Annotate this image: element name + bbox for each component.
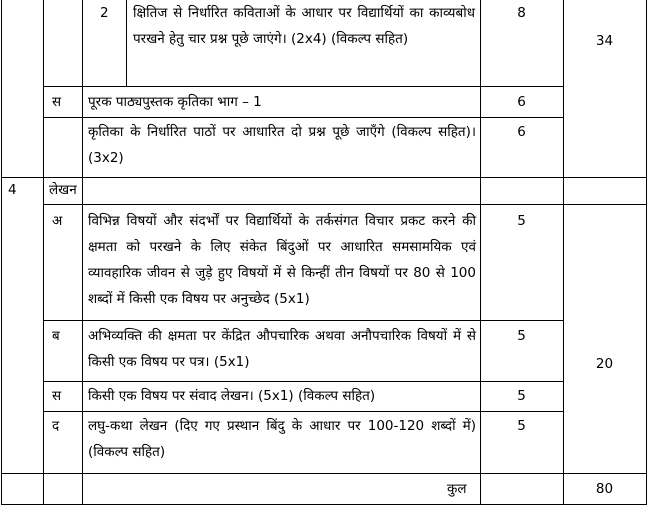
row-s-letter: स bbox=[52, 388, 62, 404]
row-s-marks: 5 bbox=[517, 388, 526, 404]
row-b-letter: ब bbox=[52, 328, 60, 344]
row-d-text: लघु-कथा लेखन (दिए गए प्रस्थान बिंदु के आधार पर 100-120 शब्दों में) (विकल्प सहित) bbox=[88, 418, 476, 460]
row-line-bottom bbox=[1, 504, 647, 505]
row-d-letter: द bbox=[52, 418, 60, 434]
section-4-title: लेखन bbox=[49, 182, 77, 198]
col-line-2 bbox=[82, 0, 83, 505]
row-line-h bbox=[1, 473, 647, 474]
row-a-text: विभिन्न विषयों और संदर्भों पर विद्यार्थियों के तर्कसंगत विचार प्रकट करने की क्षमता को परखने के लिए संकेत बिंदुओं पर आधारित समसामयिक एवं व्यावहारिक जीवन से जुड़े हुए विषयों में से किन्हीं तीन विषयों पर 80 से 100 शब्दों में किसी एक विषय पर अनुच्छेद (5x1) bbox=[88, 213, 476, 307]
row-3-marks: 6 bbox=[517, 124, 526, 140]
row-a-marks: 5 bbox=[517, 213, 526, 229]
row-d-marks: 5 bbox=[517, 418, 526, 434]
row-line-a bbox=[43, 86, 564, 87]
row-a-letter: अ bbox=[52, 213, 63, 229]
grand-total: 80 bbox=[595, 481, 614, 497]
section-4-number: 4 bbox=[8, 182, 17, 198]
section-4-total: 20 bbox=[595, 356, 614, 372]
row-2-text: पूरक पाठ्यपुस्तक कृतिका भाग – 1 bbox=[88, 94, 262, 110]
row-2-marks: 6 bbox=[517, 94, 526, 110]
row-line-d bbox=[43, 204, 647, 205]
row-line-b bbox=[43, 117, 564, 118]
total-label: कुल bbox=[447, 481, 467, 497]
row-line-g bbox=[43, 411, 564, 412]
col-line-1 bbox=[43, 0, 44, 505]
row-1-subnumber: 2 bbox=[100, 5, 109, 21]
row-line-f bbox=[43, 381, 564, 382]
row-b-marks: 5 bbox=[517, 328, 526, 344]
col-line-5 bbox=[563, 0, 564, 505]
row-3-text: कृतिका के निर्धारित पाठों पर आधारित दो प्रश्न पूछे जाएँगे (विकल्प सहित)। (3x2) bbox=[88, 124, 476, 166]
row-2-letter: स bbox=[52, 94, 62, 110]
section-3-total: 34 bbox=[595, 33, 614, 49]
row-1-text: क्षितिज से निर्धारित कविताओं के आधार पर विद्यार्थियों का काव्यबोध परखने हेतु चार प्रश्न पूछे जाएंगे। (2x4) (विकल्प सहित) bbox=[133, 5, 475, 47]
col-line-0 bbox=[1, 0, 2, 505]
row-1-marks: 8 bbox=[517, 5, 526, 21]
col-line-3 bbox=[126, 0, 127, 86]
row-b-text: अभिव्यक्ति की क्षमता पर केंद्रित औपचारिक अथवा अनौपचारिक विषयों में से किसी एक विषय पर पत्र। (5x1) bbox=[88, 328, 476, 370]
col-line-6 bbox=[646, 0, 647, 505]
row-s-text: किसी एक विषय पर संवाद लेखन। (5x1) (विकल्प सहित) bbox=[88, 388, 376, 404]
row-line-e bbox=[43, 320, 564, 321]
